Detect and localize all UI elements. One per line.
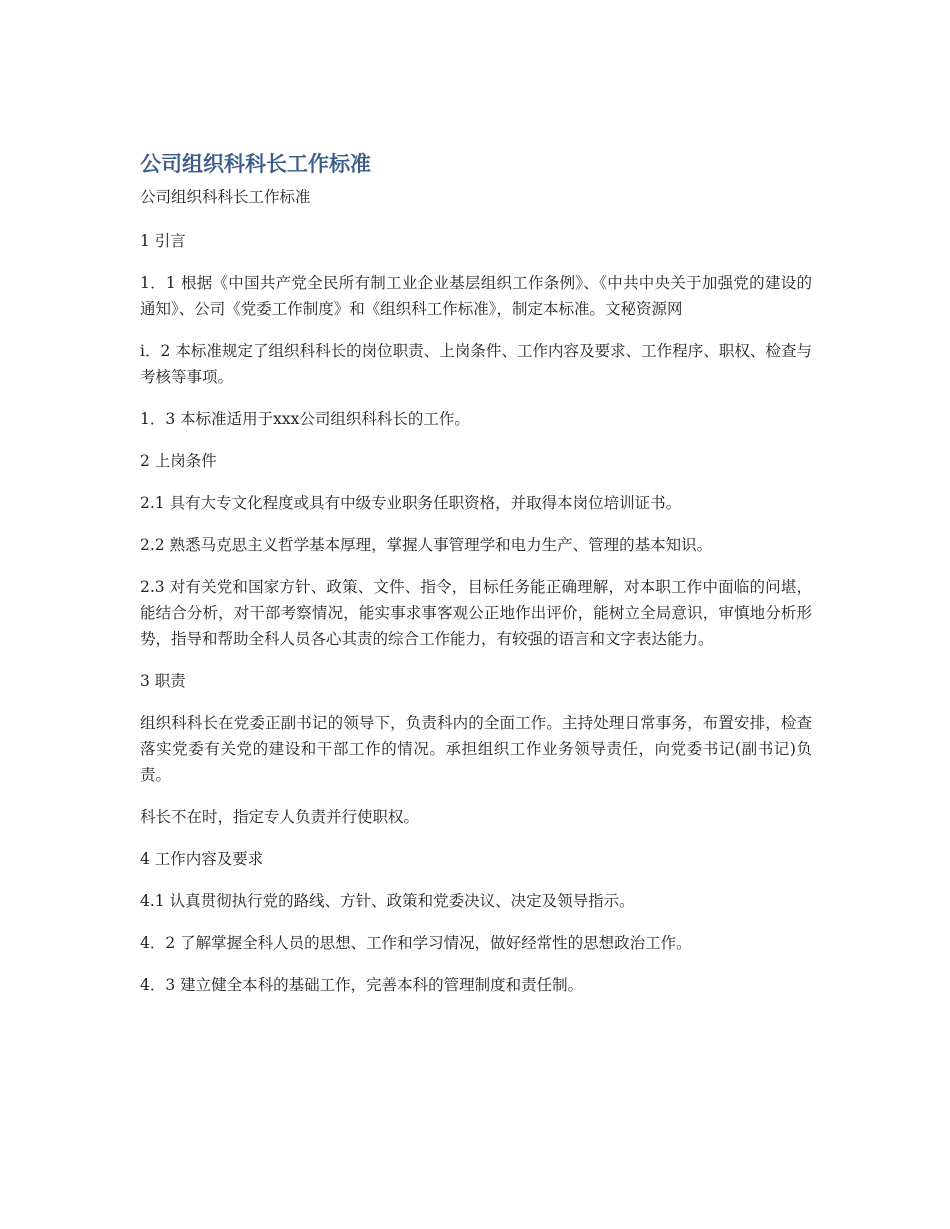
- section-heading-duties: 3 职责: [140, 672, 186, 690]
- section-heading-work-content: 4 工作内容及要求: [140, 850, 264, 868]
- section-heading-qualifications: 2 上岗条件: [140, 452, 217, 470]
- paragraph-1-1: 1．1 根据《中国共产党全民所有制工业企业基层组织工作条例》、《中共中央关于加强党的建设的通知》、公司《党委工作制度》和《组织科工作标准》，制定本标准。文秘资源网: [140, 274, 812, 318]
- paragraph-2-2: 2.2 熟悉马克思主义哲学基本厚理，掌握人事管理学和电力生产、管理的基本知识。: [140, 536, 713, 554]
- paragraph-1-2: i．2 本标准规定了组织科科长的岗位职责、上岗条件、工作内容及要求、工作程序、职权、检查与考核等事项。: [140, 342, 812, 386]
- paragraph-4-1: 4.1 认真贯彻执行党的路线、方针、政策和党委决议、决定及领导指示。: [140, 892, 635, 910]
- document-title: 公司组织科科长工作标准: [140, 152, 371, 176]
- document-subtitle: 公司组织科科长工作标准: [140, 188, 311, 206]
- paragraph-4-3: 4．3 建立健全本科的基础工作，完善本科的管理制度和责任制。: [140, 976, 584, 994]
- paragraph-3-body: 组织科科长在党委正副书记的领导下，负责科内的全面工作。主持处理日常事务，布置安排，检查落实党委有关党的建设和干部工作的情况。承担组织工作业务领导责任，向党委书记(副书记)负责。: [140, 714, 812, 784]
- paragraph-2-1: 2.1 具有大专文化程度或具有中级专业职务任职资格，并取得本岗位培训证书。: [140, 494, 682, 512]
- paragraph-3-deputy: 科长不在时，指定专人负责并行使职权。: [140, 808, 420, 826]
- paragraph-2-3: 2.3 对有关党和国家方针、政策、文件、指令，目标任务能正确理解，对本职工作中面临的问堪，能结合分析，对干部考察情况，能实事求事客观公正地作出评价，能树立全局意识，审慎地分析形势，指导和帮助全科人员各心其责的综合工作能力，有较强的语言和文字表达能力。: [140, 578, 812, 648]
- section-heading-intro: 1 引言: [140, 232, 186, 250]
- paragraph-1-3: 1．3 本标准适用于xxx公司组织科科长的工作。: [140, 410, 470, 428]
- paragraph-4-2: 4．2 了解掌握全科人员的思想、工作和学习情况，做好经常性的思想政治工作。: [140, 934, 692, 952]
- document-page: [140, 148, 812, 1014]
